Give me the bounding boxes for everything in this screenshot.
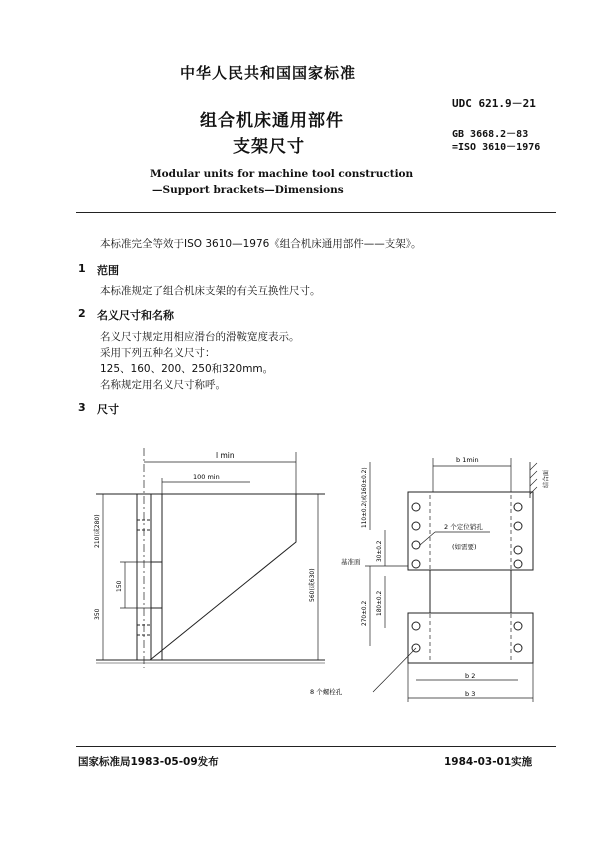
title-en-line1: Modular units for machine tool construction xyxy=(150,168,414,180)
effective-date-line: 1984-03-01实施 xyxy=(444,756,533,768)
dim-210: 210(或280) xyxy=(94,514,101,548)
note-if-needed: (如需要) xyxy=(452,543,477,551)
dim-270: 270±0.2 xyxy=(362,600,368,626)
section-2-line1: 名义尺寸规定用相应滑台的滑鞍宽度表示。 xyxy=(100,331,300,343)
section-2-line4: 名称规定用名义尺寸称呼。 xyxy=(100,379,226,391)
dim-30: 30±0.2 xyxy=(377,540,383,562)
dim-180: 180±0.2 xyxy=(377,590,383,616)
intro-paragraph: 本标准完全等效于ISO 3610—1976《组合机床通用部件——支架》。 xyxy=(100,238,422,250)
mating-surface-label: 结合面 xyxy=(543,469,550,488)
document-title-cn-line1: 组合机床通用部件 xyxy=(200,111,344,131)
issuer-line: 国家标准局1983-05-09发布 xyxy=(78,756,219,768)
dim-350: 350 xyxy=(94,608,101,620)
upper-mounting-plate xyxy=(408,492,533,570)
footer-divider xyxy=(76,746,556,747)
column-hidden-outline xyxy=(430,492,511,663)
udc-code: UDC 621.9－21 xyxy=(452,97,536,110)
dim-b2: b 2 xyxy=(465,672,476,680)
document-title-en xyxy=(150,166,413,198)
dim-150: 150 xyxy=(116,580,123,592)
section-3-number: 3 xyxy=(78,401,86,414)
dim-b3: b 3 xyxy=(465,690,476,698)
section-1-text: 本标准规定了组合机床支架的有关互换性尺寸。 xyxy=(100,285,321,297)
national-standard-heading: 中华人民共和国国家标准 xyxy=(180,64,357,82)
dim-l-min: l min xyxy=(216,451,235,460)
reference-surface-label: 基准面 xyxy=(341,558,361,566)
section-2-number: 2 xyxy=(78,307,86,320)
note-bolt-holes: 8 个螺栓孔 xyxy=(310,688,343,696)
support-bracket-drawing xyxy=(0,440,600,710)
header-divider xyxy=(76,212,556,213)
gb-number: GB 3668.2－83 xyxy=(452,129,529,140)
lower-mounting-plate xyxy=(408,613,533,663)
dim-560: 560(或630) xyxy=(309,568,316,602)
section-2-title: 名义尺寸和名称 xyxy=(97,309,174,322)
iso-equivalent: =ISO 3610－1976 xyxy=(452,142,541,153)
dim-b1-min: b 1min xyxy=(456,456,479,464)
note-locating-pins: 2 个定位销孔 xyxy=(444,523,483,531)
section-2-line2: 采用下列五种名义尺寸： xyxy=(100,347,216,359)
dim-100-min: 100 min xyxy=(193,473,220,481)
dim-110: 110±0.2(或160±0.2) xyxy=(362,467,368,528)
document-title-cn-line2: 支架尺寸 xyxy=(233,137,305,157)
bracket-tongue xyxy=(151,562,162,608)
section-1-title: 范围 xyxy=(97,264,119,277)
section-2-line3: 125、160、200、250和320mm。 xyxy=(100,363,274,375)
title-en-line2: —Support brackets—Dimensions xyxy=(152,184,344,196)
bracket-sloped-profile xyxy=(150,494,296,660)
section-3-title: 尺寸 xyxy=(97,403,119,416)
standard-number-block xyxy=(452,128,540,154)
section-1-number: 1 xyxy=(78,262,86,275)
